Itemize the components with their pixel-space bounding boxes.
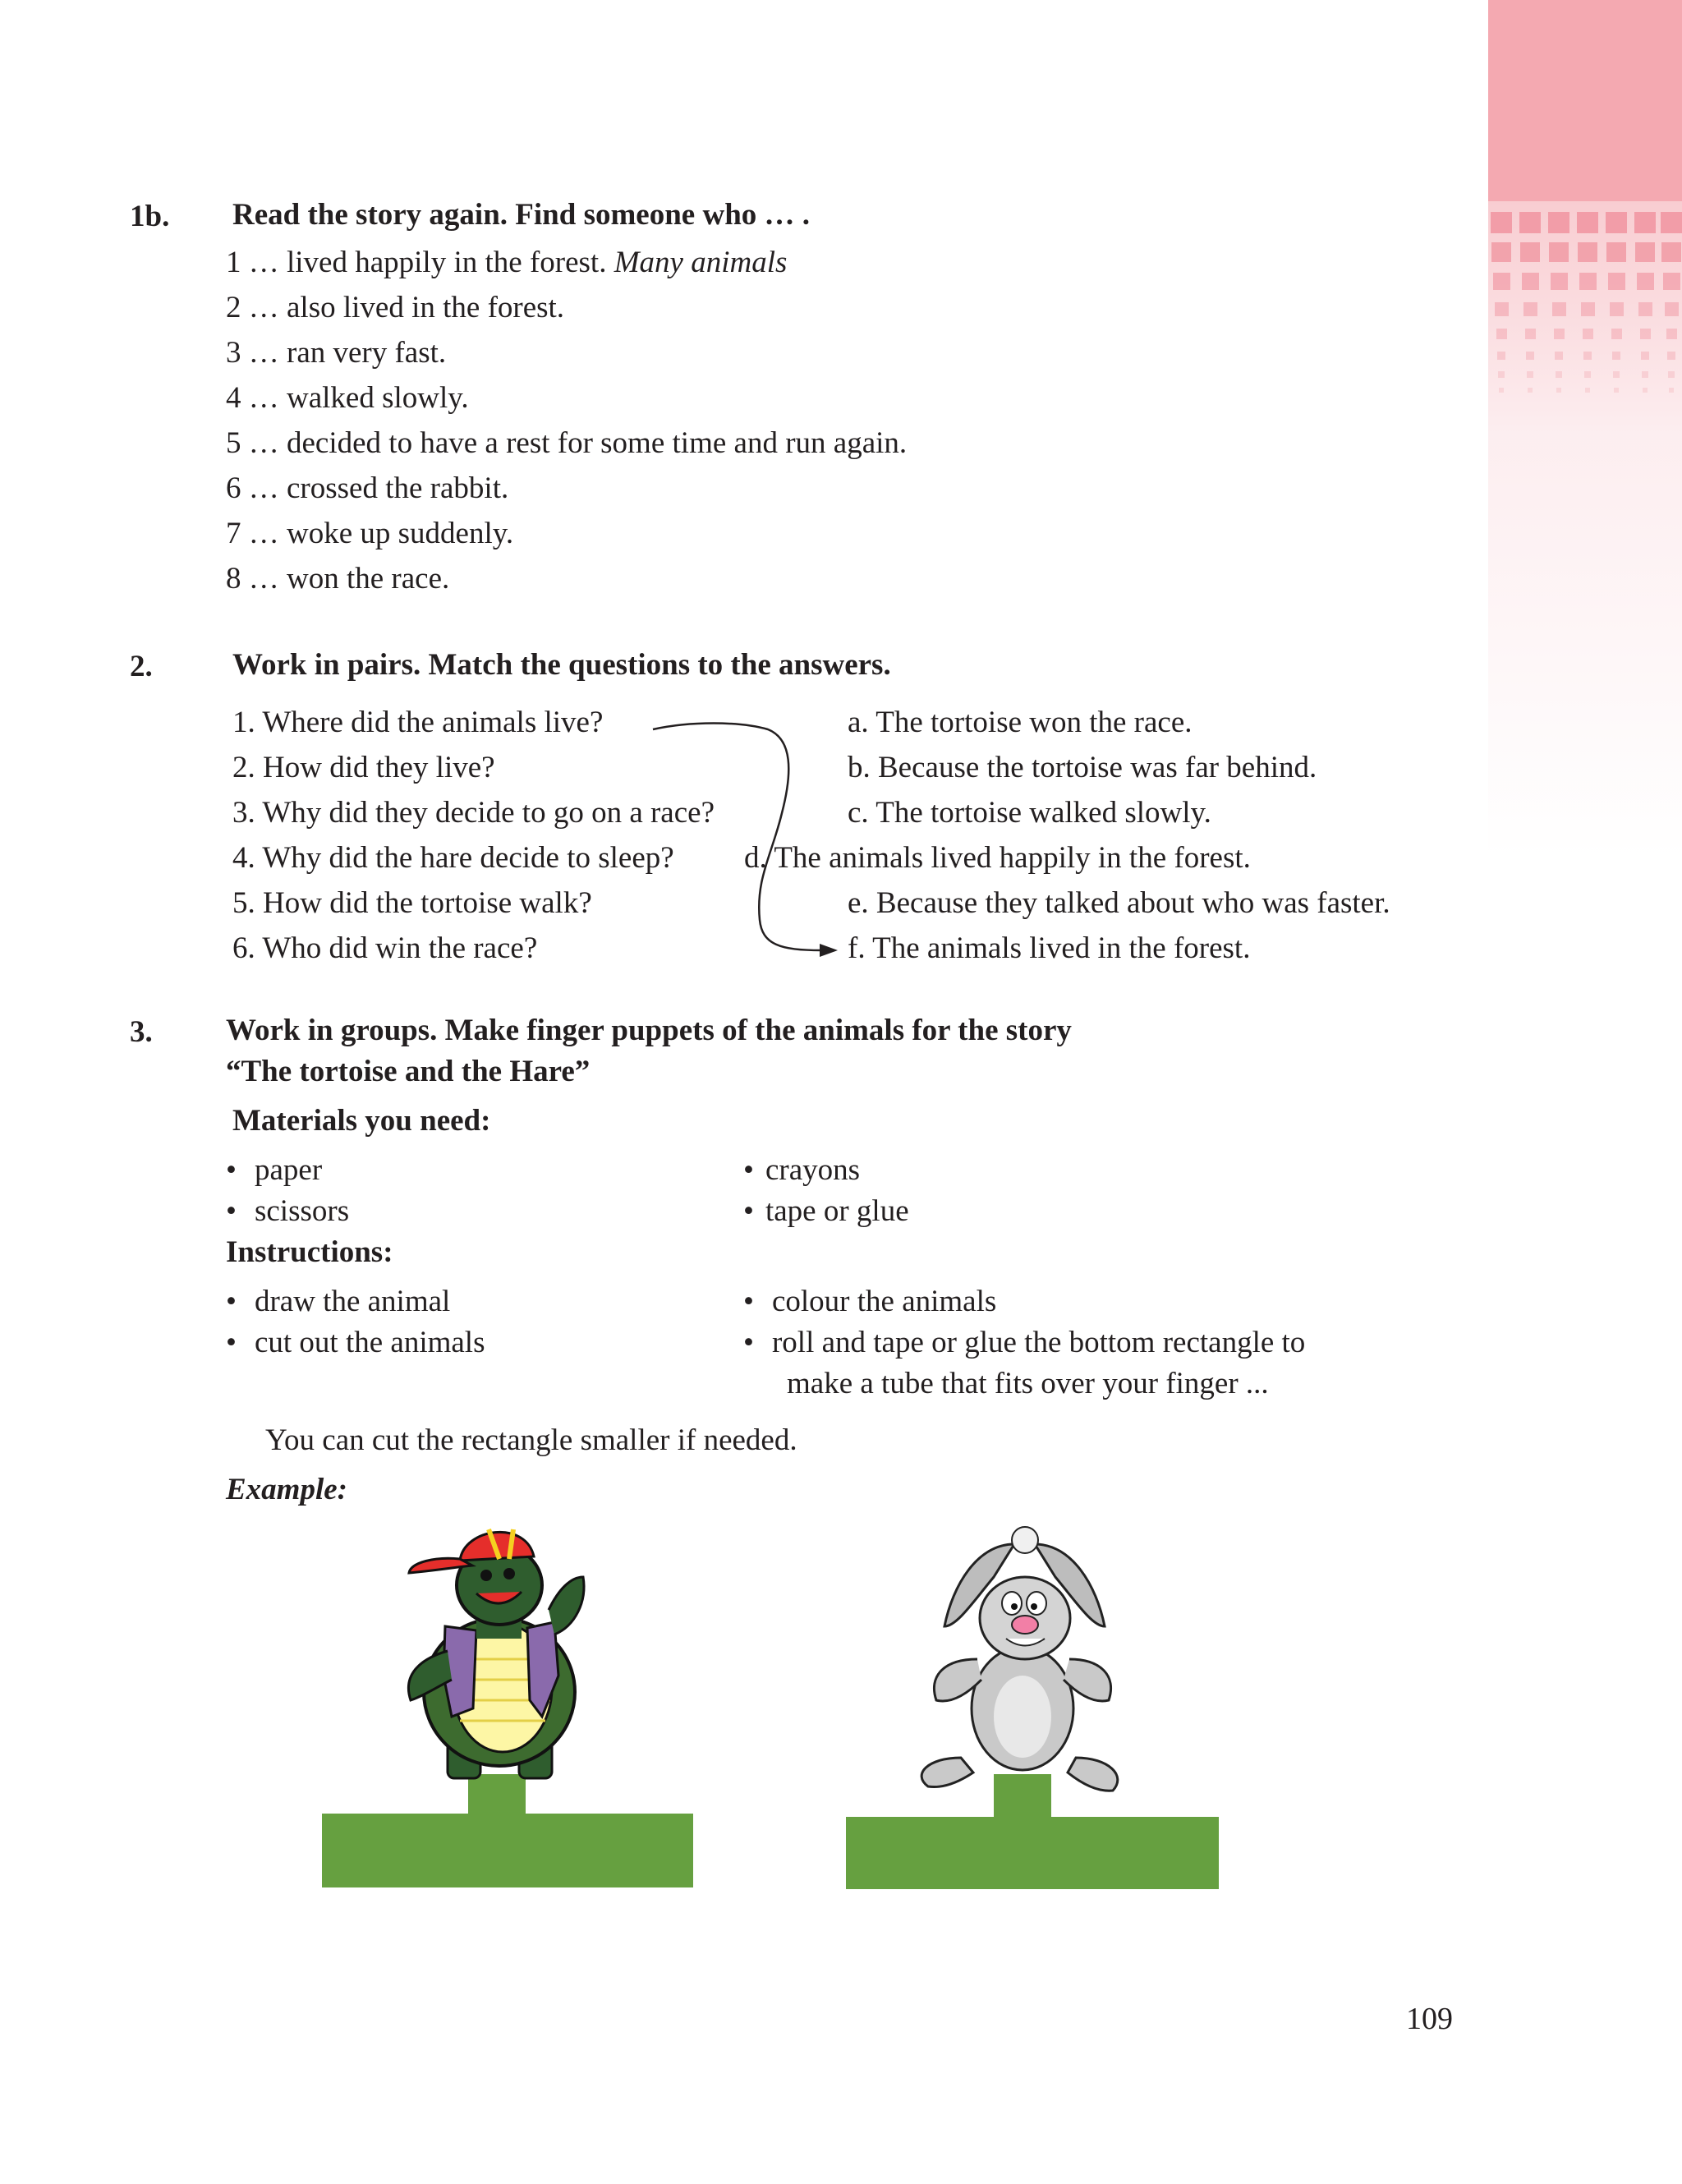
materials-item-scissors: • scissors — [226, 1194, 350, 1228]
decorative-square — [1527, 371, 1533, 378]
match-connector-arrow — [641, 715, 871, 969]
list-item-1b-8: 8 … won the race. — [226, 562, 450, 595]
decorative-square — [1525, 329, 1536, 339]
decorative-square — [1551, 273, 1568, 290]
decorative-square — [1640, 329, 1651, 339]
question-2: 2. How did they live? — [232, 751, 495, 784]
page-number: 109 — [1406, 2002, 1453, 2036]
list-item-1b-3: 3 … ran very fast. — [226, 336, 447, 370]
instructions-label: Instructions: — [226, 1235, 393, 1269]
decorative-square — [1584, 371, 1591, 378]
decorative-square — [1491, 242, 1511, 262]
decorative-square — [1579, 273, 1597, 290]
question-6: 6. Who did win the race? — [232, 931, 538, 965]
decorative-square — [1577, 212, 1598, 233]
list-item-1b-6: 6 … crossed the rabbit. — [226, 471, 509, 505]
decorative-square — [1610, 302, 1624, 316]
decorative-band-fade — [1488, 201, 1682, 858]
bullet-icon: • — [743, 1326, 754, 1359]
decorative-square — [1523, 302, 1537, 316]
question-3: 3. Why did they decide to go on a race? — [232, 796, 715, 830]
bullet-icon: • — [226, 1153, 237, 1187]
tortoise-puppet-illustration — [312, 1511, 723, 1897]
decorative-square — [1578, 242, 1597, 262]
decorative-square — [1548, 212, 1569, 233]
section-3-heading-line2: “The tortoise and the Hare” — [226, 1055, 591, 1088]
instruction-roll: • roll and tape or glue the bottom rectangle to — [743, 1326, 1306, 1359]
decorative-square — [1612, 352, 1620, 360]
decorative-square — [1549, 242, 1569, 262]
decorative-square — [1635, 242, 1655, 262]
bullet-icon: • — [743, 1194, 754, 1228]
list-item-1b-5: 5 … decided to have a rest for some time and run again. — [226, 426, 908, 460]
hare-puppet-illustration — [838, 1511, 1248, 1897]
decorative-square — [1606, 242, 1626, 262]
decorative-square — [1555, 352, 1563, 360]
decorative-square — [1663, 273, 1680, 290]
decorative-square — [1554, 329, 1565, 339]
decorative-square — [1526, 352, 1534, 360]
instruction-colour: • colour the animals — [743, 1285, 997, 1318]
section-2-heading: Work in pairs. Match the questions to the answers. — [232, 648, 891, 682]
decorative-square — [1641, 352, 1649, 360]
section-2-number: 2. — [130, 650, 153, 683]
decorative-square — [1496, 329, 1507, 339]
decorative-square — [1665, 302, 1679, 316]
decorative-square — [1669, 388, 1674, 393]
section-3-heading-line1: Work in groups. Make finger puppets of the animals for the story — [226, 1014, 1072, 1047]
decorative-square — [1666, 329, 1677, 339]
note-text: You can cut the rectangle smaller if needed. — [265, 1423, 797, 1457]
decorative-square — [1556, 388, 1561, 393]
decorative-square — [1642, 371, 1648, 378]
decorative-square — [1520, 242, 1540, 262]
section-1b-heading: Read the story again. Find someone who … . — [232, 198, 811, 232]
example-answer: Many animals — [614, 246, 788, 279]
bullet-icon: • — [743, 1153, 754, 1187]
answer-f: f. The animals lived in the forest. — [848, 931, 1251, 965]
question-4: 4. Why did the hare decide to sleep? — [232, 841, 674, 875]
instruction-roll-continued: make a tube that fits over your finger ... — [787, 1367, 1269, 1400]
bullet-icon: • — [226, 1326, 237, 1359]
materials-item-tape: • tape or glue — [743, 1194, 909, 1228]
decorative-square — [1634, 212, 1656, 233]
section-3-number: 3. — [130, 1015, 153, 1049]
materials-item-paper: • paper — [226, 1153, 323, 1187]
decorative-square — [1519, 212, 1541, 233]
decorative-square — [1499, 388, 1504, 393]
list-item-1b-1: 1 … lived happily in the forest. Many animals — [226, 246, 788, 279]
instruction-draw: • draw the animal — [226, 1285, 451, 1318]
decorative-square — [1638, 302, 1652, 316]
answer-e: e. Because they talked about who was faster. — [848, 886, 1390, 920]
decorative-square — [1493, 273, 1510, 290]
decorative-square — [1497, 352, 1505, 360]
decorative-square — [1585, 388, 1590, 393]
decorative-square — [1643, 388, 1648, 393]
question-1: 1. Where did the animals live? — [232, 706, 604, 739]
question-5: 5. How did the tortoise walk? — [232, 886, 592, 920]
answer-a: a. The tortoise won the race. — [848, 706, 1193, 739]
decorative-square — [1498, 371, 1505, 378]
decorative-square — [1661, 242, 1681, 262]
bullet-icon: • — [226, 1285, 237, 1318]
answer-b: b. Because the tortoise was far behind. — [848, 751, 1317, 784]
section-1b-number: 1b. — [130, 200, 170, 233]
decorative-square — [1522, 273, 1539, 290]
answer-c: c. The tortoise walked slowly. — [848, 796, 1211, 830]
materials-label: Materials you need: — [232, 1104, 491, 1138]
materials-item-crayons: • crayons — [743, 1153, 861, 1187]
decorative-square — [1637, 273, 1654, 290]
decorative-square — [1583, 329, 1593, 339]
decorative-square — [1491, 212, 1512, 233]
decorative-square — [1661, 212, 1682, 233]
bullet-icon: • — [226, 1194, 237, 1228]
decorative-square — [1667, 352, 1675, 360]
decorative-square — [1556, 371, 1562, 378]
decorative-square — [1583, 352, 1592, 360]
decorative-band — [1488, 0, 1682, 201]
decorative-square — [1606, 212, 1627, 233]
example-label: Example: — [226, 1473, 347, 1506]
decorative-square — [1552, 302, 1566, 316]
decorative-square — [1495, 302, 1509, 316]
list-item-1b-7: 7 … woke up suddenly. — [226, 517, 514, 550]
answer-d: d. The animals lived happily in the forest. — [744, 841, 1251, 875]
instruction-cut: • cut out the animals — [226, 1326, 485, 1359]
decorative-square — [1608, 273, 1625, 290]
decorative-square — [1668, 371, 1675, 378]
decorative-square — [1581, 302, 1595, 316]
decorative-square — [1613, 371, 1620, 378]
list-item-1b-4: 4 … walked slowly. — [226, 381, 469, 415]
decorative-square — [1614, 388, 1619, 393]
bullet-icon: • — [743, 1285, 754, 1318]
list-item-1b-2: 2 … also lived in the forest. — [226, 291, 565, 324]
decorative-square — [1611, 329, 1622, 339]
decorative-square — [1528, 388, 1533, 393]
